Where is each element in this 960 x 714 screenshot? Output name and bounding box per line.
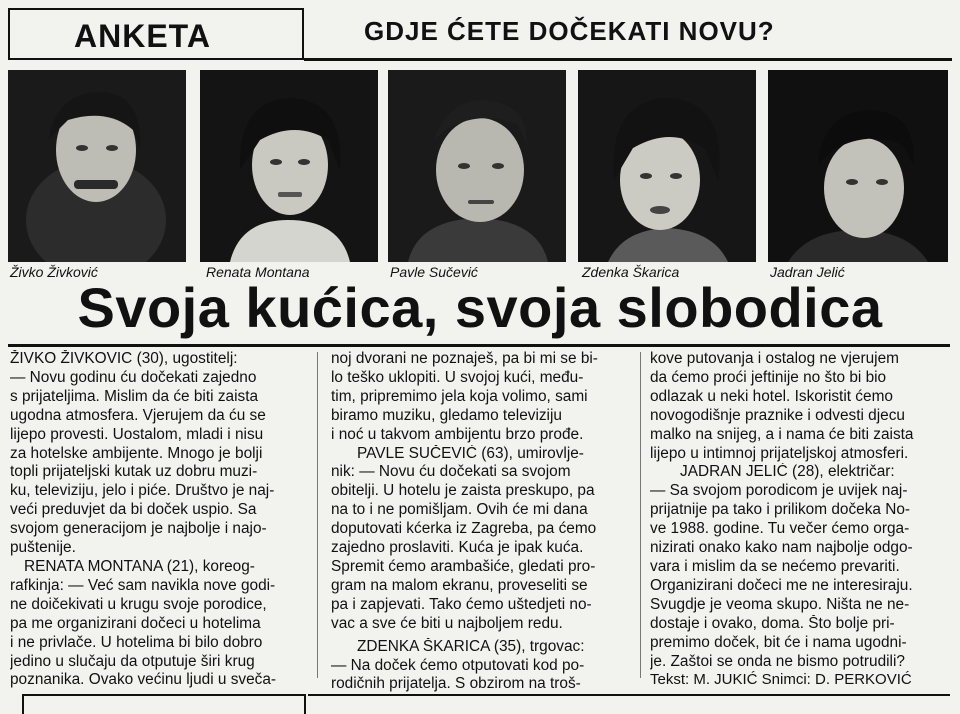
photo-caption-5: Jadran Jelić [770,264,845,280]
text-line: Organizirani dočeci me ne interesiraju. [650,576,913,594]
text-line: rafkinja: — Već sam navikla nove godi- [10,576,276,594]
portrait-photo-1 [8,70,186,262]
text-line: nizirati onako kako nam najbolje odgo- [650,539,913,557]
text-line: JADRAN JELIĆ (28), električar: [680,463,895,481]
portrait-photo-4 [578,70,756,262]
text-line: noj dvorani ne poznaješ, pa bi mi se bi- [331,350,598,367]
bottom-rule [308,694,950,696]
portrait-photo-5 [768,70,948,262]
text-line: Svugdje je veoma skupo. Ništa ne ne- [650,595,910,613]
byline: Tekst: M. JUKIĆ Snimci: D. PERKOVIĆ [650,671,912,689]
text-line: premimo doček, bit će i nama ugodni- [650,633,907,651]
photo-caption-3: Pavle Sučević [390,264,478,280]
next-article-box [22,694,306,714]
text-line: odlazak u neki hotel. Iskoristit ćemo [650,387,893,405]
article-title: Svoja kućica, svoja slobodica [77,276,883,339]
text-line: s prijateljima. Mislim da će biti zaista [10,387,259,405]
text-line: ŽIVKO ŽIVKOVIC (30), ugostitelj: [10,350,238,367]
portrait-photo-3 [388,70,566,262]
text-line: — Sa svojom porodicom je uvijek naj- [650,482,908,500]
text-line: lijepo u intimnoj prijateljskoj atmosferi. [650,444,909,462]
title-rule [8,344,950,347]
article-column-2 [331,350,629,694]
text-line: nik: — Novu ću dočekati sa svojom [331,463,571,481]
text-line: lijepo provesti. Uostalom, mladi i nisu [10,425,264,443]
text-line: ZDENKA ŠKARICA (35), trgovac: [357,637,585,655]
kicker-box [8,8,304,60]
text-line: i noć u takvom ambijentu brzo prođe. [331,425,584,443]
section-kicker: ANKETA [74,18,211,54]
text-line: PAVLE SUČEVIĆ (63), umirovlje- [357,444,584,462]
text-line: ne doičekivati u krugu svoje porodice, [10,595,267,613]
text-line: ve 1988. godine. Tu večer ćemo orga- [650,520,910,538]
photo-caption-2: Renata Montana [206,264,310,280]
header-rule [304,58,952,61]
article-column-1 [10,350,302,690]
text-line: je. Zaštoi se onda ne bismo potrudili? [650,652,905,670]
text-line: ku, televiziju, jelo i piće. Društvo je naj- [10,482,275,500]
text-line: doputovati kćerka iz Zagreba, pa ćemo [331,520,597,538]
text-line: — Na doček ćemo otputovati kod po- [331,656,585,674]
text-line: malko na snijeg, a i nama će biti zaista [650,425,914,443]
text-line: puštenije. [10,539,76,557]
column-divider [317,352,318,678]
text-line: RENATA MONTANA (21), koreog- [24,557,255,575]
text-line: — Novu godinu ću dočekati zajedno [10,368,257,386]
text-line: svojom generacijom je najbolje i najo- [10,520,267,538]
text-line: na to i ne pomišljam. Ovih će mi dana [331,501,588,519]
text-line: vara i mislim da se nećemo prevariti. [650,557,900,575]
text-line: lo teško uklopiti. U svojoj kući, među- [331,368,584,386]
text-line: kove putovanja i ostalog ne vjerujem [650,350,899,367]
column-divider [640,352,641,678]
text-line: rodičnih prijatelja. S obzirom na troš- [331,675,581,693]
text-line: zajedno proslaviti. Kuća je ipak kuća. [331,539,584,557]
text-line: dostaje i ovako, doma. Što bolje pri- [650,614,895,632]
text-line: obitelji. U hotelu je zaista preskupo, pa [331,482,595,500]
photo-caption-4: Zdenka Škarica [582,264,680,280]
text-line: poznanika. Ovako većinu ljudi u sveča- [10,671,277,689]
text-line: za hotelske ambijente. Mnogo je bolji [10,444,263,462]
text-line: pa me organizirani dočeci u hotelima [10,614,261,632]
text-line: gram na malom ekranu, proveseliti se [331,576,588,594]
text-line: da ćemo proći jeftinije no što bi bio [650,368,887,386]
text-line: topli prijateljski kutak uz dobru muzi- [10,463,258,481]
text-line: tim, pripremimo jela koja volimo, sami [331,387,588,405]
text-line: veći preduvjet da bi doček uspio. Sa [10,501,257,519]
survey-question: GDJE ĆETE DOČEKATI NOVU? [364,16,775,46]
portrait-photo-2 [200,70,378,262]
text-line: novogodišnje praznike i odvesti djecu [650,406,905,424]
photo-caption-1: Živko Živković [10,264,98,280]
text-line: i ne privlače. U hotelima bi bilo dobro [10,633,263,651]
text-line: prijatnije pa tako i prilikom dočeka No- [650,501,911,519]
text-line: ugodna atmosfera. Vjerujem da ću se [10,406,266,424]
text-line: pa i zapjevati. Tako ćemo uštedjeti no- [331,595,592,613]
text-line: jedino u slučaju da otputuje širi krug [10,652,255,670]
article-column-3 [650,350,950,690]
text-line: Spremit ćemo arambašiće, gledati pro- [331,557,596,575]
text-line: biramo muziku, gledamo televiziju [331,406,562,424]
text-line: vac a sve će biti u najboljem redu. [331,614,563,632]
